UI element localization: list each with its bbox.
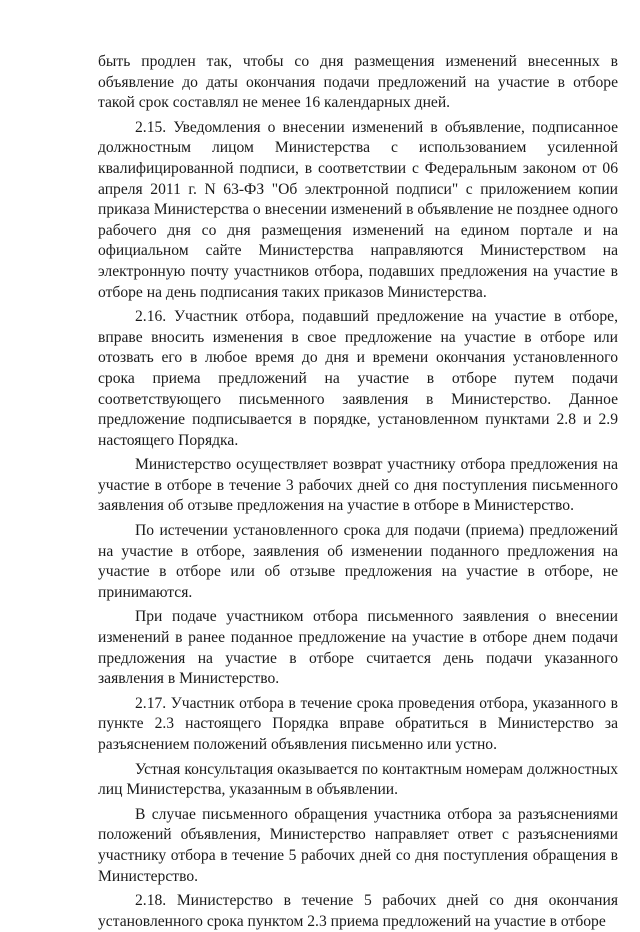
paragraph-return: Министерство осуществляет возврат участнику отбора предложения на участие в отборе в течение 3 рабочих дней со дня поступления письменного заявления об отзыве предложения на участие в отборе в Министерство. (98, 456, 618, 515)
paragraph-deadline: По истечении установленного срока для подачи (приема) предложений на участие в отборе, заявления об изменении поданного предложения на участие в отборе или об отзыве предложения на участие в отборе, не принимаются. (98, 522, 618, 601)
paragraph-oral-consultation: Устная консультация оказывается по контактным номерам должностных лиц Министерства, указанным в объявлении. (98, 760, 618, 799)
paragraph-2-18: 2.18. Министерство в течение 5 рабочих дней со дня окончания установленного срока пунктом 2.3 приема предложений на участие в отборе (98, 892, 618, 930)
paragraph-2-17: 2.17. Участник отбора в течение срока проведения отбора, указанного в пункте 2.3 настоящего Порядка вправе обратиться в Министерство за разъяснением положений объявления письменно или устно. (98, 694, 618, 753)
paragraph-2-16: 2.16. Участник отбора, подавший предложение на участие в отборе, вправе вносить изменения в свое предложение на участие в отборе или отозвать его в любое время до дня и времени окончания установленного срока приема предложений на участие в отборе путем подачи соответствующего письменного заявления в Министерство. Данное предложение подписывается в порядке, установленном пунктами 2.8 и 2.9 настоящего Порядка. (98, 308, 618, 449)
paragraph-continuation: быть продлен так, чтобы со дня размещения изменений внесенных в объявление до даты окончания подачи предложений на участие в отборе такой срок составлял не менее 16 календарных дней. (98, 53, 618, 112)
paragraph-2-15: 2.15. Уведомления о внесении изменений в объявление, подписанное должностным лицом Министерства с использованием усиленной квалифицированной подписи, в соответствии с Федеральным законом от 06 апреля 2011 г. N 63-ФЗ "Об электронной подписи" с приложением копии приказа Министерства о внесении изменений в объявление не позднее одного рабочего дня со дня размещения изменений на едином портале и на официальном сайте Министерства направляются Министерством на электронную почту участников отбора, подавших предложения на участие в отборе на день подписания таких приказов Министерства. (98, 118, 618, 301)
paragraph-written-request: В случае письменного обращения участника отбора за разъяснениями положений объявления, Министерство направляет ответ с разъяснениями участнику отбора в течение 5 рабочих дней со дня поступления обращения в Министерство. (98, 805, 618, 885)
paragraph-changes: При подаче участником отбора письменного заявления о внесении изменений в ранее поданное предложение на участие в отборе днем подачи предложения на участие в отборе считается день подачи указанного заявления в Министерство. (98, 608, 618, 688)
